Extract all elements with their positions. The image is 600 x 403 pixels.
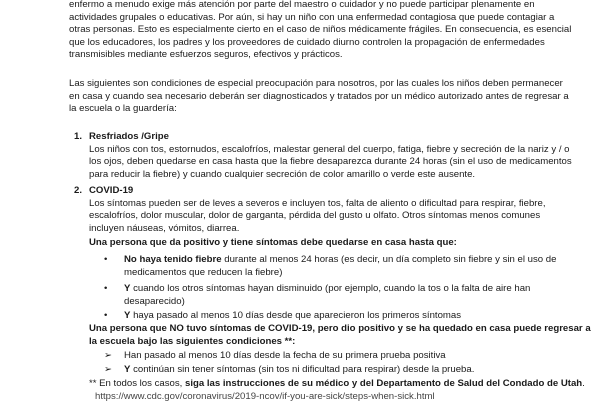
item-2-heading: COVID-19 bbox=[89, 185, 134, 196]
bullet-1 bbox=[124, 254, 556, 279]
bullet-1-line2: medicamentos que reducen la fiebre) bbox=[124, 266, 283, 278]
intro-line: que los educadores, los padres y los proveedores de cuidado diurno controlen la propagación de enfermedades bbox=[69, 36, 545, 48]
arrow-item-2-bold: Y bbox=[124, 364, 131, 375]
nosymptoms-heading-line: Una persona que NO tuvo síntomas de COVID-19, pero dio positivo y se ha quedado en casa puede regresar a bbox=[89, 323, 591, 334]
arrow-item-2 bbox=[124, 364, 474, 377]
bullet-3 bbox=[124, 310, 461, 323]
nosymptoms-block bbox=[89, 323, 594, 348]
conditions-line: en casa y cuando sea necesario deberán ser diagnosticados y tratados por un médico autorizado antes de regresar a bbox=[69, 90, 569, 102]
intro-line: enfermo a menudo exige más atención por parte del maestro o cuidador y no puede participar plenamente en bbox=[69, 0, 535, 10]
intro-line: actividades grupales o educativas. Por aún, si hay un niño con una enfermedad contagiosa que puede contagiar a bbox=[69, 11, 555, 23]
arrow-item-2-text: continúan sin tener síntomas (sin tos ni dificultad para respirar) desde la prueba. bbox=[130, 364, 475, 375]
item-2-body-line: incluyen náuseas, vómitos, diarrea. bbox=[89, 222, 240, 234]
item-1-body-line: Los niños con tos, estornudos, escalofríos, malestar general del cuerpo, fatiga, fiebre y secreción de la nariz y / o bbox=[89, 143, 570, 155]
bullet-2-text: cuando los otros síntomas hayan disminuido (por ejemplo, cuando la tos o la falta de aire han bbox=[130, 283, 531, 294]
conditions-line: Las siguientes son condiciones de especial preocupación para nosotros, por las cuales los niños deben permanecer bbox=[69, 78, 563, 89]
bullet-icon: • bbox=[104, 310, 108, 321]
intro-line: transmisibles mediante esfuerzos seguros, efectivos y prácticos. bbox=[69, 49, 343, 61]
footnote-end: . bbox=[582, 378, 585, 389]
footnote-prefix: ** En todos los casos, bbox=[89, 378, 185, 389]
footnote bbox=[89, 378, 585, 391]
bullet-1-bold: No haya tenido fiebre bbox=[124, 254, 222, 265]
conditions-line: la escuela o la guardería: bbox=[69, 103, 177, 115]
footnote-bold: siga las instrucciones de su médico y del Departamento de Salud del Condado de Utah bbox=[185, 378, 583, 389]
bullet-2-line2: desaparecido) bbox=[124, 295, 185, 307]
conditions-intro-paragraph bbox=[69, 78, 589, 116]
bullet-3-text: haya pasado al menos 10 días desde que aparecieron los primeros síntomas bbox=[130, 310, 462, 321]
cdc-link[interactable] bbox=[95, 391, 435, 403]
item-1-number: 1. bbox=[74, 131, 83, 142]
bullet-2 bbox=[124, 283, 530, 308]
item-1-body-line: para reducir la fiebre) y cuando cualquier secreción de color amarillo o verde este ausente. bbox=[89, 168, 476, 180]
positive-heading: Una persona que da positivo y tiene síntomas debe quedarse en casa hasta que: bbox=[89, 237, 457, 249]
item-2-block bbox=[89, 185, 594, 250]
intro-paragraph bbox=[69, 0, 589, 62]
item-2-number: 2. bbox=[74, 185, 83, 196]
arrow-item-1-text: Han pasado al menos 10 días desde la fecha de su primera prueba positiva bbox=[124, 350, 446, 361]
nosymptoms-heading-line: la escuela bajo las siguientes condiciones **: bbox=[89, 335, 296, 347]
arrow-bullet-icon: ➢ bbox=[104, 364, 113, 375]
bullet-3-bold: Y bbox=[124, 310, 131, 321]
bullet-1-text: durante al menos 24 horas (es decir, un día completo sin fiebre y sin el uso de bbox=[221, 254, 557, 265]
bullet-2-bold: Y bbox=[124, 283, 131, 294]
item-1-heading: Resfriados /Gripe bbox=[89, 131, 169, 142]
cdc-url[interactable]: https://www.cdc.gov/coronavirus/2019-ncov/if-you-are-sick/steps-when-sick.html bbox=[95, 391, 435, 402]
item-1-body-line: los ojos, deben quedarse en casa hasta que la fiebre desaparezca durante 24 horas (sin el uso de medicamentos bbox=[89, 156, 572, 168]
arrow-bullet-icon: ➢ bbox=[104, 350, 113, 361]
bullet-icon: • bbox=[104, 283, 108, 294]
item-2-body-line: escalofríos, dolor muscular, dolor de garganta, pérdida del gusto u olfato. Otros síntomas menos comunes bbox=[89, 210, 541, 222]
bullet-icon: • bbox=[104, 254, 108, 265]
item-2-body-line: Los síntomas pueden ser de leves a severos e incluyen tos, falta de aliento o dificultad para respirar, fiebre, bbox=[89, 197, 546, 209]
arrow-item-1 bbox=[124, 350, 446, 363]
intro-line: otras personas. Esto es especialmente cierto en el caso de niños médicamente frágiles. En consecuencia, es esencial bbox=[69, 24, 572, 36]
item-1-block bbox=[89, 131, 594, 181]
